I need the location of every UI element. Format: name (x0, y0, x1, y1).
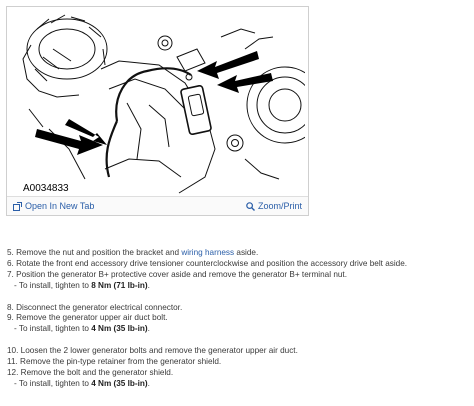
zoom-print-label: Zoom/Print (257, 201, 302, 211)
install-note-suffix: . (147, 280, 150, 290)
zoom-print-button[interactable] (246, 197, 302, 215)
figure-toolbar (7, 196, 308, 215)
open-in-new-tab-button[interactable] (13, 197, 94, 215)
step-9: 9. Remove the generator upper air duct bolt. (7, 313, 168, 323)
step-7-install-note (7, 281, 469, 292)
step-12: 12. Remove the bolt and the generator shield. (7, 367, 174, 377)
generator-diagram-image (9, 9, 305, 197)
generator-line-drawing (9, 9, 305, 197)
install-note-prefix: - To install, tighten to (14, 324, 92, 334)
torque-value: 8 Nm (71 lb-in) (91, 280, 148, 290)
step-5-text: 5. Remove the nut and position the bracket and (7, 248, 182, 257)
step-11: 11. Remove the pin-type retainer from the generator shield. (7, 357, 222, 367)
step-9-install-note (7, 324, 469, 335)
wiring-harness-link[interactable]: wiring harness (181, 248, 235, 257)
torque-value: 4 Nm (35 lb-in) (91, 378, 148, 388)
step-5-text-end: aside. (234, 248, 259, 257)
open-in-new-tab-label: Open In New Tab (25, 201, 95, 211)
step-10: 10. Loosen the 2 lower generator bolts and remove the generator upper air duct. (7, 346, 298, 356)
step-8: 8. Disconnect the generator electrical connector. (7, 302, 183, 312)
install-note-suffix: . (147, 324, 150, 334)
step-5 (7, 248, 469, 259)
magnifier-icon (246, 202, 255, 211)
figure-id-label: A0034833 (23, 183, 69, 194)
procedure-steps (7, 248, 469, 390)
install-note-prefix: - To install, tighten to (14, 280, 92, 290)
install-note-prefix: - To install, tighten to (14, 378, 92, 388)
open-new-tab-icon (13, 202, 22, 211)
step-6: 6. Rotate the front end accessory drive tensioner counterclockwise and position the accessory drive belt aside. (7, 258, 408, 268)
step-7: 7. Position the generator B+ protective cover aside and remove the generator B+ terminal nut. (7, 269, 347, 279)
install-note-suffix: . (147, 378, 150, 388)
torque-value: 4 Nm (35 lb-in) (91, 324, 148, 334)
figure-card (6, 6, 309, 216)
step-12-install-note (7, 379, 469, 390)
